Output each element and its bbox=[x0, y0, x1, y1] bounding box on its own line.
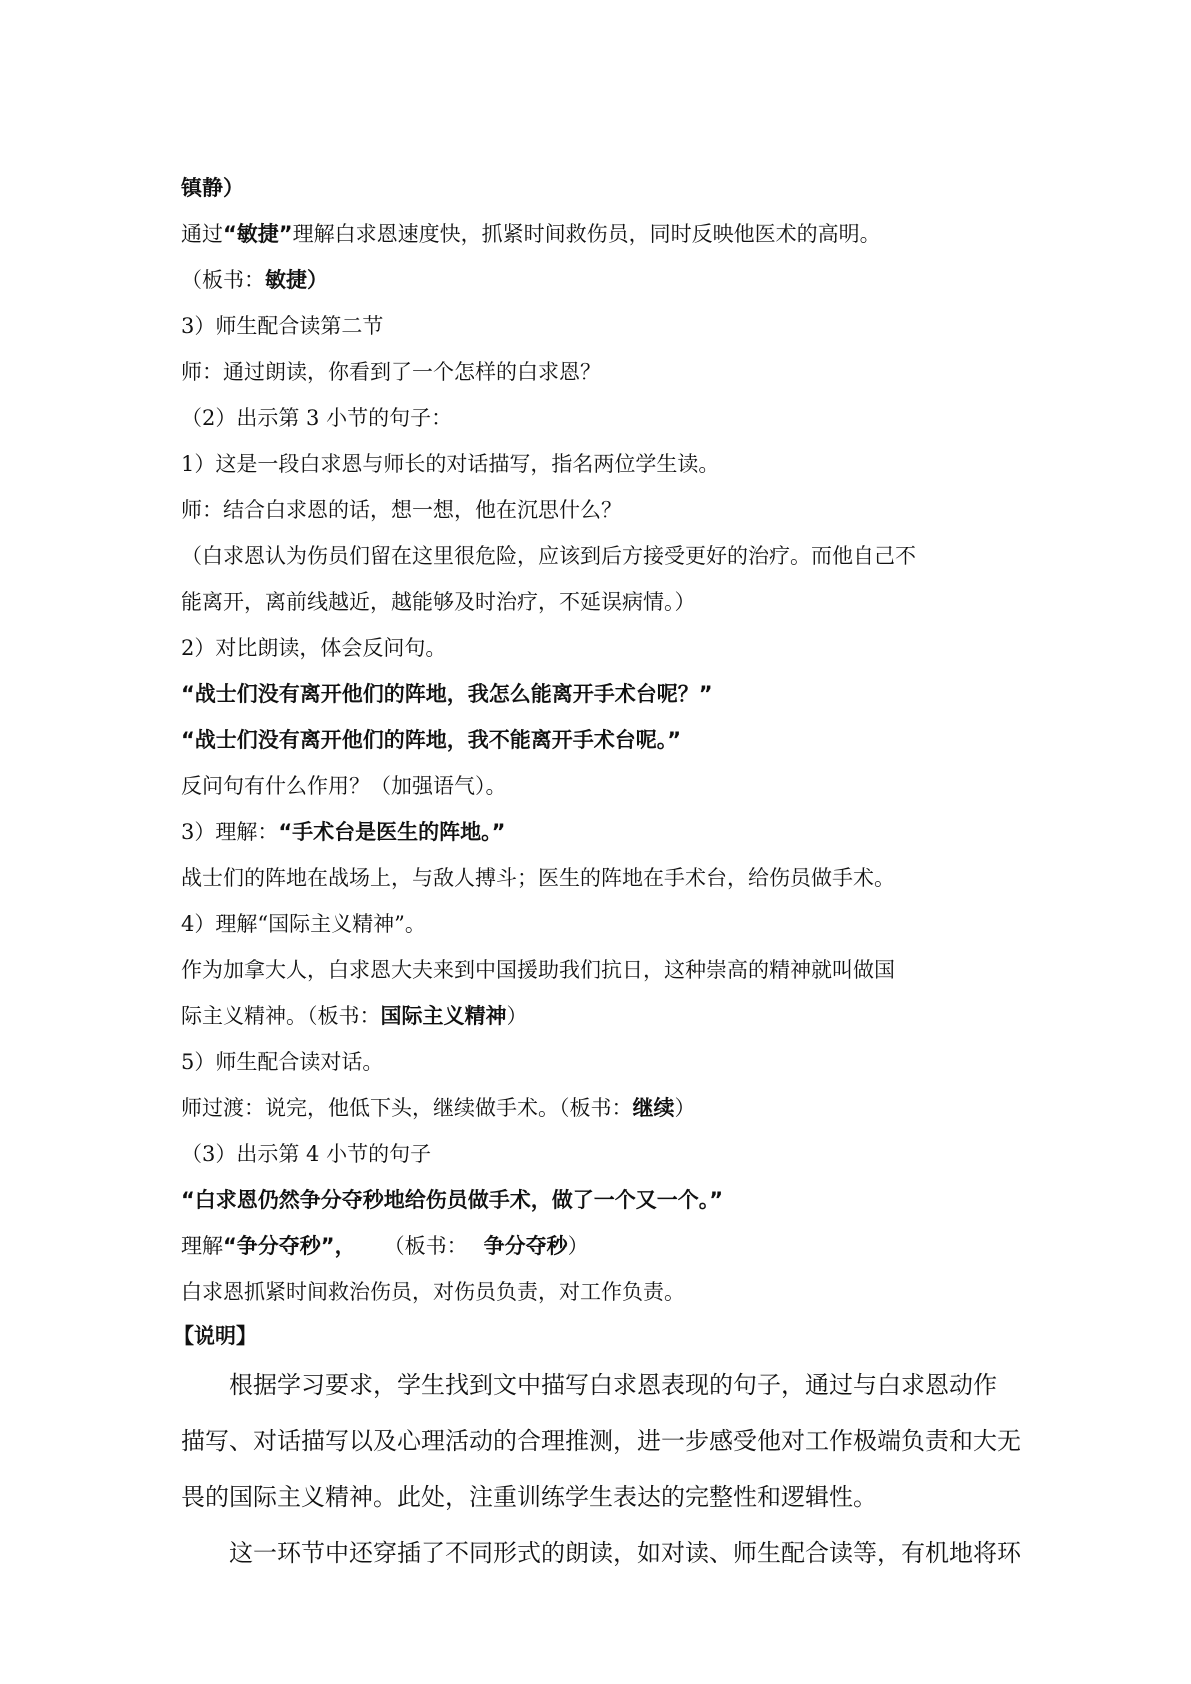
text-line bbox=[181, 809, 1031, 855]
quote-text: “战士们没有离开他们的阵地，我不能离开手术台呢。” bbox=[181, 728, 682, 752]
text-line bbox=[181, 763, 1031, 809]
text-run: （白求恩认为伤员们留在这里很危险，应该到后方接受更好的治疗。而他自己不 bbox=[181, 544, 916, 568]
text-run: 畏的国际主义精神。此处，注重训练学生表达的完整性和逻辑性。 bbox=[181, 1483, 877, 1511]
text-line bbox=[181, 395, 1031, 441]
text-run: 战士们的阵地在战场上，与敌人搏斗；医生的阵地在手术台，给伤员做手术。 bbox=[181, 866, 895, 890]
text-line bbox=[181, 993, 1031, 1039]
text-run: （2）出示第 3 小节的句子： bbox=[181, 406, 453, 430]
board-note: 敏捷） bbox=[265, 268, 328, 292]
text-run: 3）理解： bbox=[181, 820, 279, 844]
text-run: 4）理解“国际主义精神”。 bbox=[181, 912, 426, 936]
explanation-paragraph bbox=[181, 1357, 1031, 1413]
text-line bbox=[181, 533, 1031, 579]
text-run: 白求恩抓紧时间救治伤员，对伤员负责，对工作负责。 bbox=[181, 1280, 685, 1304]
text-line bbox=[181, 1085, 1031, 1131]
text-line bbox=[181, 165, 1031, 211]
text-run: 师：结合白求恩的话，想一想，他在沉思什么？ bbox=[181, 498, 622, 522]
text-run: 3）师生配合读第二节 bbox=[181, 314, 384, 338]
text-line bbox=[181, 257, 1031, 303]
board-note: 继续 bbox=[632, 1096, 675, 1120]
explanation-paragraph bbox=[181, 1469, 1031, 1525]
emphasis-keyword: “敏捷” bbox=[223, 222, 293, 246]
text-line bbox=[181, 349, 1031, 395]
text-run: ） bbox=[567, 1234, 589, 1258]
text-line bbox=[181, 1269, 1031, 1315]
text-run: （板书： bbox=[181, 268, 265, 292]
board-note: 争分夺秒 bbox=[483, 1234, 568, 1258]
explanation-paragraph bbox=[181, 1525, 1031, 1581]
section-heading bbox=[173, 1315, 1031, 1357]
text-run: 2）对比朗读，体会反问句。 bbox=[181, 636, 447, 660]
text-run: 描写、对话描写以及心理活动的合理推测，进一步感受他对工作极端负责和大无 bbox=[181, 1427, 1021, 1455]
quote-text: “战士们没有离开他们的阵地，我怎么能离开手术台呢？” bbox=[181, 682, 713, 706]
text-run: （3）出示第 4 小节的句子 bbox=[181, 1142, 432, 1166]
text-line bbox=[181, 625, 1031, 671]
text-run: 这一环节中还穿插了不同形式的朗读，如对读、师生配合读等，有机地将环 bbox=[229, 1539, 1021, 1567]
text-run: ） bbox=[506, 1004, 528, 1028]
lesson-plan-text bbox=[173, 165, 1031, 1581]
text-run: 师：通过朗读，你看到了一个怎样的白求恩？ bbox=[181, 360, 601, 384]
text-run: 作为加拿大人，白求恩大夫来到中国援助我们抗日，这种崇高的精神就叫做国 bbox=[181, 958, 895, 982]
text-line bbox=[181, 1223, 1031, 1269]
quote-line bbox=[181, 671, 1031, 717]
text-line bbox=[181, 901, 1031, 947]
text-line bbox=[181, 211, 1031, 257]
text-line bbox=[181, 855, 1031, 901]
board-note: 国际主义精神 bbox=[380, 1004, 507, 1028]
text-run: 理解 bbox=[181, 1234, 223, 1258]
text-line bbox=[181, 441, 1031, 487]
text-line bbox=[181, 1039, 1031, 1085]
emphasis-keyword: “争分夺秒”， bbox=[223, 1234, 356, 1258]
text-run: ） bbox=[674, 1096, 696, 1120]
quote-text: “白求恩仍然争分夺秒地给伤员做手术，做了一个又一个。” bbox=[181, 1188, 724, 1212]
explanation-paragraph bbox=[181, 1413, 1031, 1469]
text-run: 5）师生配合读对话。 bbox=[181, 1050, 384, 1074]
text-line bbox=[181, 947, 1031, 993]
text-run: 师过渡：说完，他低下头，继续做手术。（板书： bbox=[181, 1096, 633, 1120]
text-run: 际主义精神。（板书： bbox=[181, 1004, 381, 1028]
text-line bbox=[181, 303, 1031, 349]
text-run: 能离开，离前线越近，越能够及时治疗，不延误病情。） bbox=[181, 590, 696, 614]
quote-line bbox=[181, 1177, 1031, 1223]
text-run: 理解白求恩速度快，抓紧时间救伤员，同时反映他医术的高明。 bbox=[292, 222, 881, 246]
explanation-heading: 【说明】 bbox=[173, 1324, 257, 1348]
text-run: （板书： bbox=[383, 1234, 468, 1258]
text-run: 根据学习要求，学生找到文中描写白求恩表现的句子，通过与白求恩动作 bbox=[229, 1371, 997, 1399]
text-run: 通过 bbox=[181, 222, 223, 246]
quote-text: “手术台是医生的阵地。” bbox=[278, 820, 506, 844]
text-line bbox=[181, 487, 1031, 533]
text-run: 1）这是一段白求恩与师长的对话描写，指名两位学生读。 bbox=[181, 452, 720, 476]
quote-line bbox=[181, 717, 1031, 763]
text-line bbox=[181, 1131, 1031, 1177]
text-run: 反问句有什么作用？（加强语气）。 bbox=[181, 774, 507, 798]
text-run: 镇静） bbox=[181, 176, 244, 200]
text-line bbox=[181, 579, 1031, 625]
